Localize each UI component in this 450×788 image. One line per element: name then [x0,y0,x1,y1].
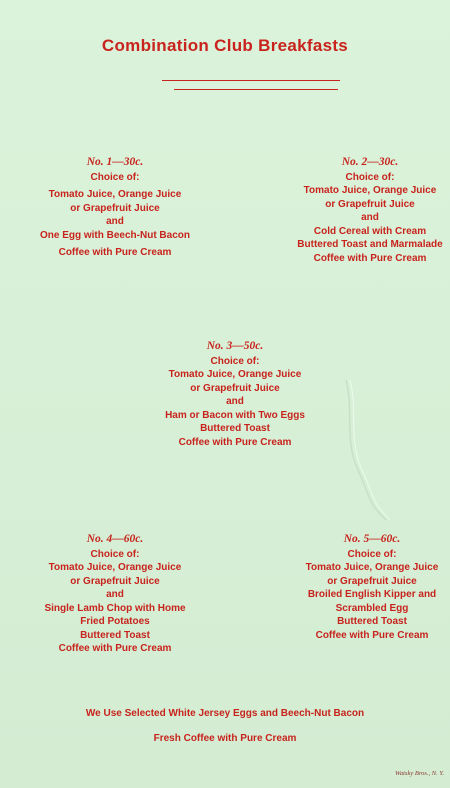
item-line: Coffee with Pure Cream [58,643,172,654]
item-line: Tomato Juice, Orange Juice [48,189,182,200]
item-line: Tomato Juice, Orange Juice [48,562,182,573]
title-rule-bottom [174,89,338,90]
item-heading: No. 5—60c. [343,533,401,545]
breakfast-item-3 [135,340,335,449]
item-line: Ham or Bacon with Two Eggs [165,409,305,421]
item-line: Tomato Juice, Orange Juice [303,185,437,196]
item-line: Coffee with Pure Cream [178,436,292,448]
item-line: or Grapefruit Juice [190,382,280,394]
item-line: and [106,216,124,227]
printer-credit: Watsky Bros., N. Y. [395,770,444,777]
item-line: Buttered Toast and Marmalade [297,239,443,250]
paper-crease [336,380,396,520]
item-line: Choice of: [345,171,395,183]
item-heading: No. 4—60c. [86,533,144,545]
footer-note-eggs-bacon: We Use Selected White Jersey Eggs and Beech-Nut Bacon [85,708,365,719]
item-line: Tomato Juice, Orange Juice [305,562,439,573]
footer-note-coffee: Fresh Coffee with Pure Cream [153,733,297,744]
item-line: and [361,212,379,223]
item-line: Fried Potatoes [80,616,150,627]
item-heading: No. 1—30c. [86,156,144,168]
item-line: Scrambled Egg [335,602,409,614]
item-line: and [106,589,124,600]
breakfast-item-5 [272,533,450,642]
menu-title: Combination Club Breakfasts [101,36,349,55]
item-line: Tomato Juice, Orange Juice [168,369,302,380]
item-line: Coffee with Pure Cream [58,247,172,258]
item-line: or Grapefruit Juice [327,575,417,587]
item-line: Coffee with Pure Cream [315,629,429,641]
item-line: Choice of: [90,171,140,183]
item-line: Coffee with Pure Cream [313,252,427,264]
item-line: Choice of: [210,355,260,367]
item-line: Cold Cereal with Cream [313,225,427,237]
item-heading: No. 2—30c. [341,156,399,168]
item-line: Broiled English Kipper and [307,589,437,600]
item-line: Buttered Toast [200,423,270,434]
item-line: Buttered Toast [337,616,407,627]
breakfast-item-4 [20,533,210,656]
item-line: One Egg with Beech-Nut Bacon [39,229,190,241]
item-line: or Grapefruit Juice [325,198,415,210]
item-line: or Grapefruit Juice [70,202,160,214]
item-line: Choice of: [347,548,397,560]
item-line: and [226,396,244,407]
breakfast-item-2 [270,156,450,265]
item-heading: No. 3—50c. [206,340,264,352]
item-line: Choice of: [90,548,140,560]
title-rule-top [162,80,340,81]
item-line: Single Lamb Chop with Home [44,602,186,614]
item-line: or Grapefruit Juice [70,575,160,587]
breakfast-item-1 [20,156,210,260]
item-line: Buttered Toast [80,629,150,641]
